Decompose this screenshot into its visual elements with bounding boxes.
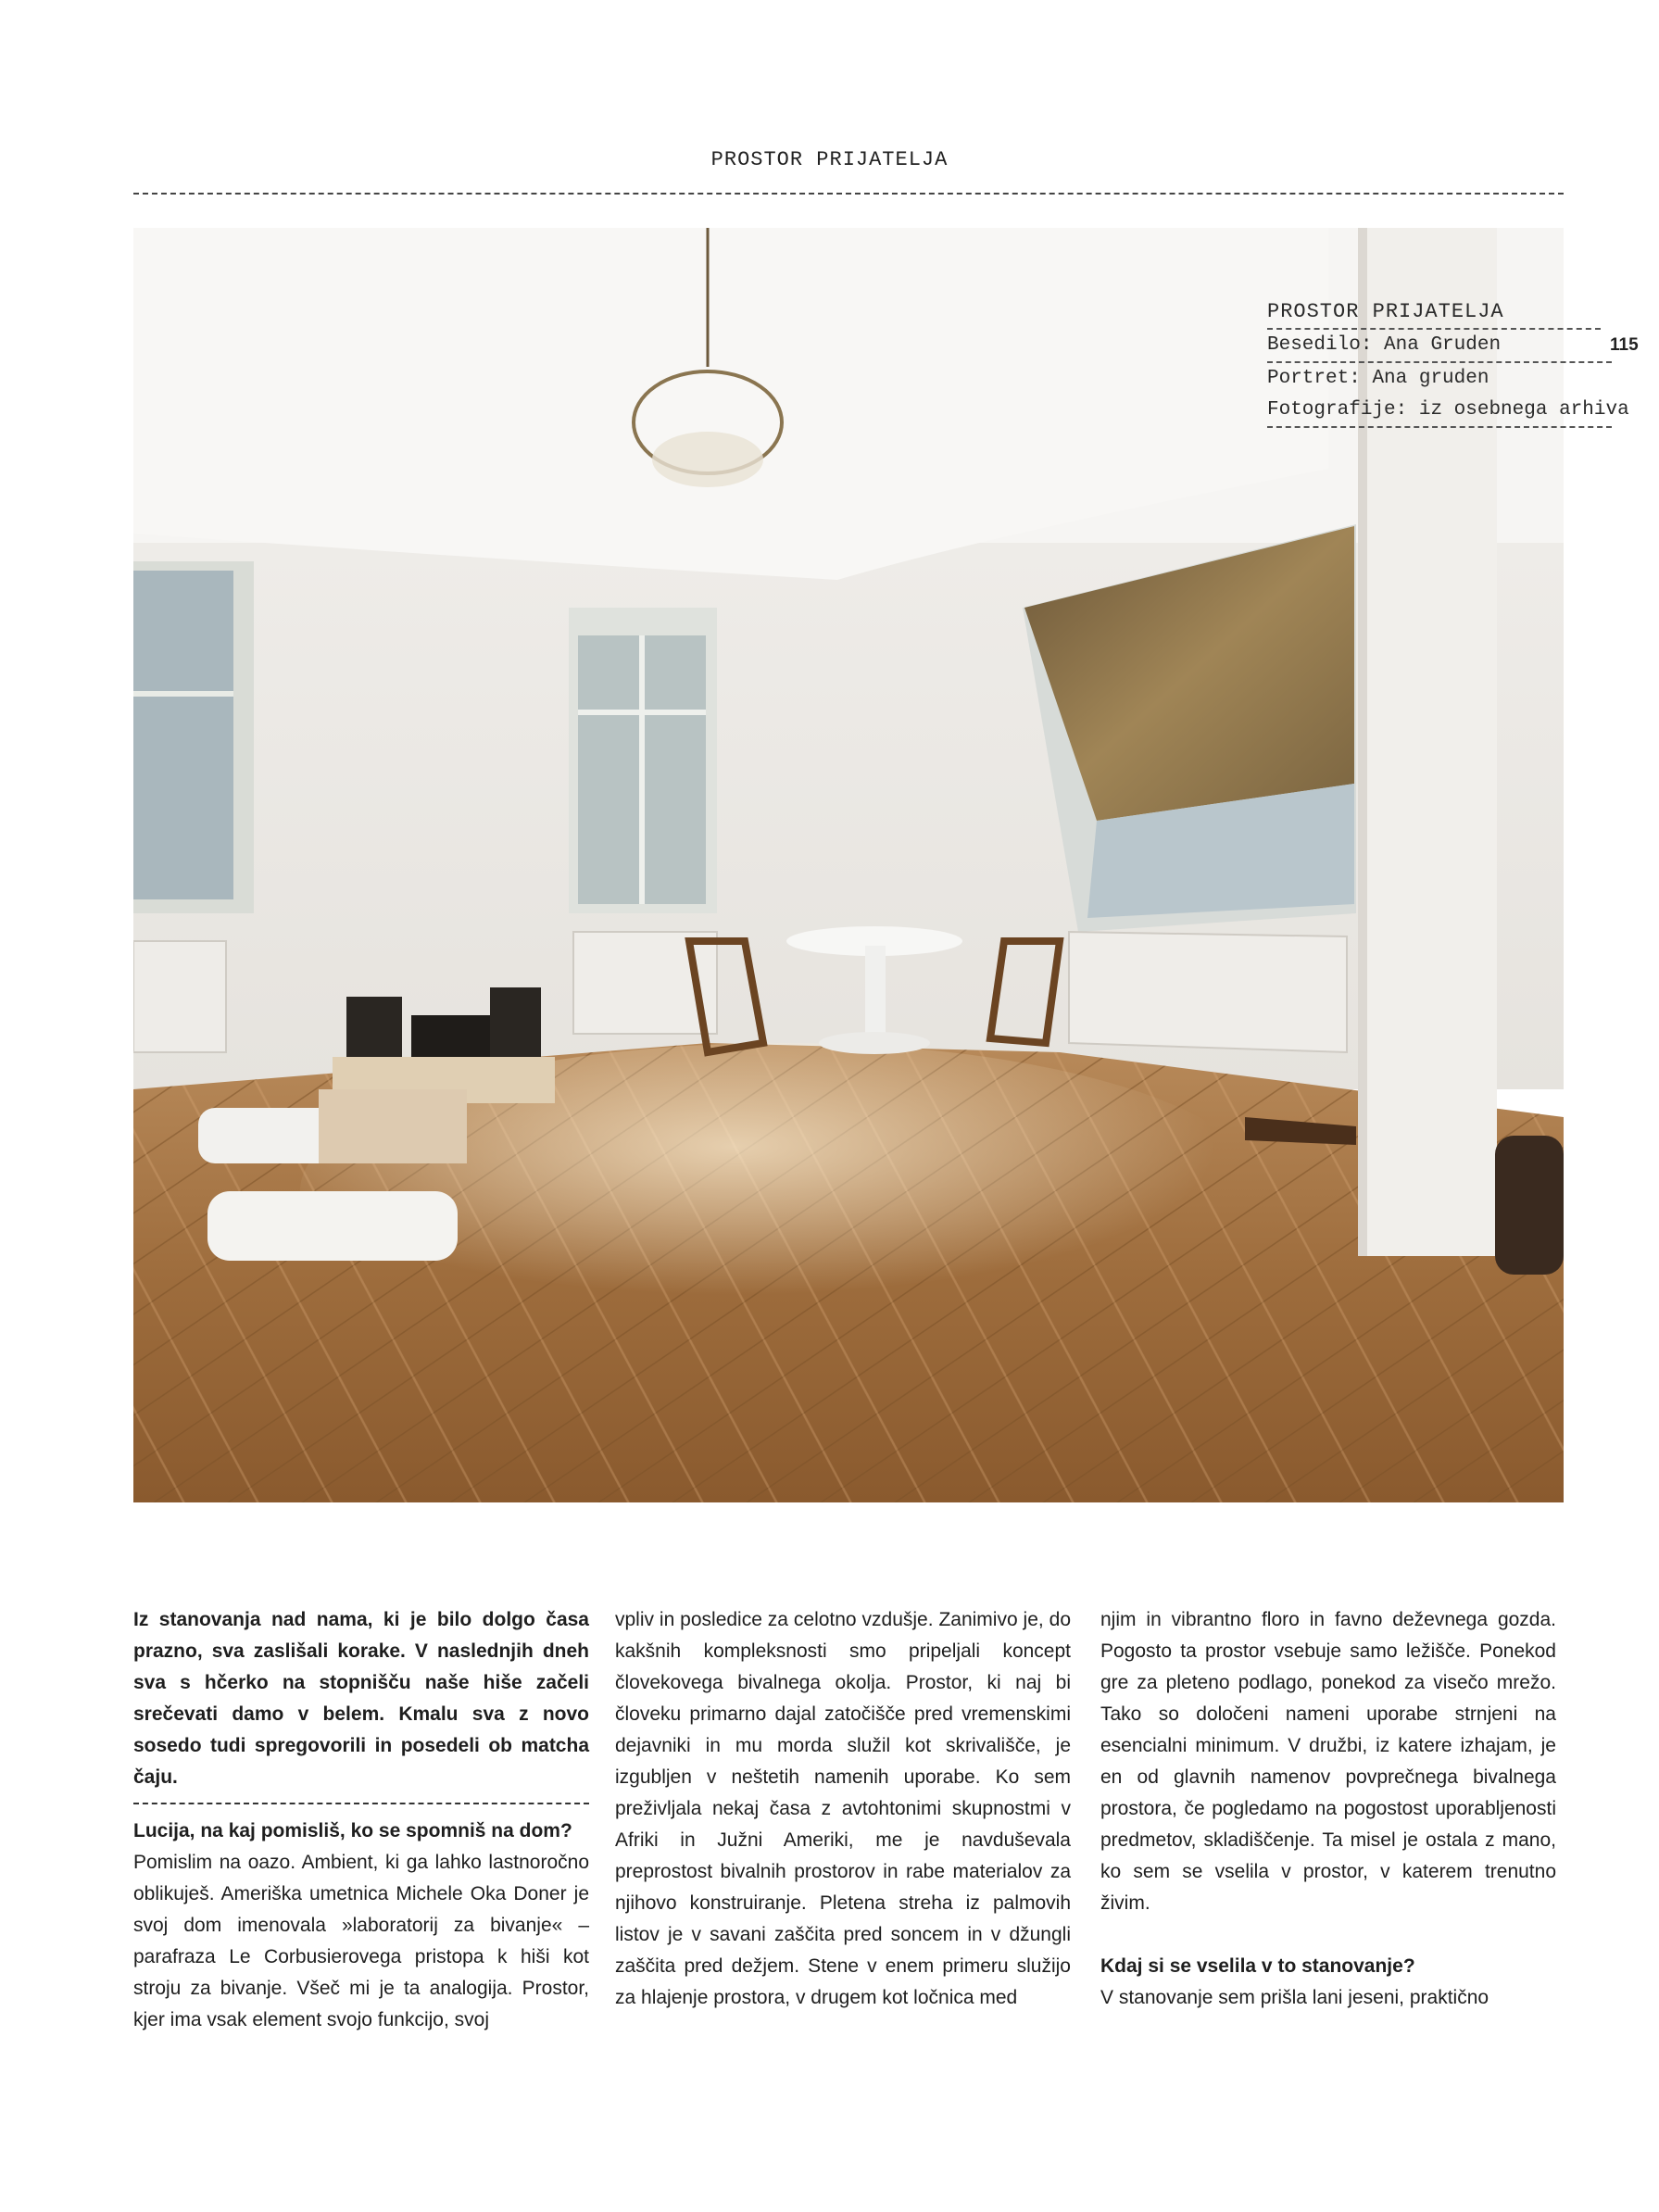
credits-divider (1267, 426, 1612, 428)
article-column-2 (615, 1604, 1071, 2014)
interview-answer: njim in vibrantno floro in favno deževnega gozda. Pogosto ta prostor vsebuje samo ležišče. Ponekod gre za pleteno podlago, ponekod za visečo mrežo. Tako so določeni nameni uporabe strnjeni na esencialni minimum. V družbi, iz katere izhajam, je en od glavnih namenov povprečnega bivalnega prostora, če pogledamo na pogostost uporabljenosti predmetov, skladiščenje. Ta misel je ostala z mano, ko sem se vselila v prostor, v katerem trenutno živim. (1100, 1609, 1556, 1914)
portrait-credit-author: Ana gruden (1372, 368, 1489, 389)
interview-question: Kdaj si se vselila v to stanovanje? (1100, 1955, 1415, 1977)
portrait-credit (1267, 363, 1612, 395)
credits-title: PROSTOR PRIJATELJA (1267, 300, 1504, 323)
text-credit-author: Ana Gruden (1384, 334, 1502, 356)
interview-question: Lucija, na kaj pomisliš, ko se spomniš na dom? (133, 1820, 572, 1841)
article-lead: Iz stanovanja nad nama, ki je bilo dolgo časa prazno, sva zaslišali korake. V naslednjih dneh sva s hčerko na stopnišču naše hiše začeli srečevati damo v belem. Kmalu sva z novo sosedo tudi spregovorili in posedeli ob matcha čaju. (133, 1609, 589, 1788)
article-column-1 (133, 1604, 589, 2036)
article-column-3 (1100, 1604, 1556, 2014)
photos-credit-label: Fotografije: (1267, 399, 1408, 421)
interview-answer: vpliv in posledice za celotno vzdušje. Zanimivo je, do kakšnih kompleksnosti smo pripeljali koncept človekovega bivalnega okolja. Prostor, ki naj bi človeku primarno dajal zatočišče pred vremenskimi dejavniki in mu morda služil kot skrivališče, je izgubljen v neštetih namenih uporabe. Ko sem preživljala nekaj časa z avtohtonimi skupnostmi v Afriki in Južni Ameriki, me je navduševala preprostost bivalnih prostorov in rabe materialov za njihovo konstruiranje. Pletena streha iz palmovih listov je v savani zaščita pred soncem in v džungli zaščita pred dežjem. Stene v enem primeru služijo za hlajenje prostora, v drugem kot ločnica med (615, 1609, 1071, 2008)
page-number: 115 (1610, 335, 1639, 355)
lead-divider (133, 1803, 589, 1804)
header-divider (133, 193, 1564, 195)
section-title: PROSTOR PRIJATELJA (710, 148, 949, 171)
photos-credit-source: iz osebnega arhiva (1418, 399, 1629, 421)
interview-answer: Pomislim na oazo. Ambient, ki ga lahko lastnoročno oblikuješ. Ameriška umetnica Michele Oka Doner je svoj dom imenovala »laboratorij za bivanje« – parafraza Le Corbusierovega pristopa k hiši kot stroju za bivanje. Všeč mi je ta analogija. Prostor, kjer ima vsak element svojo funkcijo, svoj (133, 1852, 589, 2030)
text-credit (1267, 330, 1612, 361)
photos-credit (1267, 395, 1629, 426)
portrait-credit-label: Portret: (1267, 368, 1361, 389)
interview-answer: V stanovanje sem prišla lani jeseni, praktično (1100, 1987, 1489, 2008)
text-credit-label: Besedilo: (1267, 334, 1373, 356)
